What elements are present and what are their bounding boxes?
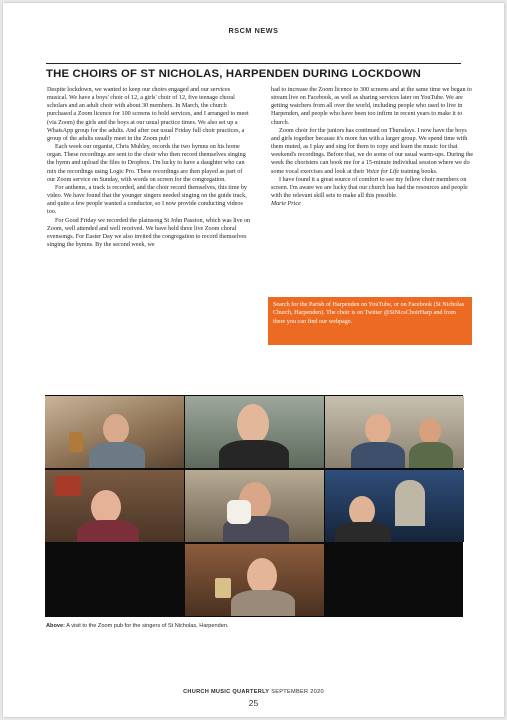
article-column-left: [47, 86, 251, 249]
article-title: THE CHOIRS OF ST NICHOLAS, HARPENDEN DURING LOCKDOWN: [46, 68, 422, 80]
paragraph: I have found it a great source of comfort to see my fellow choir members on screen. I'm aware we are lucky that our church has had the resources and people with the relevant skill sets to make all this possible.: [271, 176, 468, 200]
issue-date: SEPTEMBER 2020: [269, 689, 324, 695]
caption-text: A visit to the Zoom pub for the singers of St Nicholas, Harpenden.: [64, 623, 229, 629]
section-header: RSCM NEWS: [228, 26, 279, 35]
page-footer: [0, 689, 507, 695]
zoom-tile: [325, 470, 464, 542]
paragraph: Despite lockdown, we wanted to keep our choirs engaged and our services musical. We have a boys' choir of 12, a girls' choir of 12, five teenage choral scholars and an adult choir with about 30 members. In March, the church purchased a Zoom licence for 100 screens to hold services, and I arranged to meet (via Zoom) the girls and the boys at our usual practice times. We also set up a WhatsApp group for the adults. And after our usual Friday full choir practices, a group of the adults usually meet in the Zoom pub!: [47, 87, 249, 142]
caption-lead: Above:: [46, 623, 65, 629]
social-media-callout: Search for the Parish of Harpenden on YouTube, or on Facebook (St Nicholas Church, Harpenden). The choir is on Twitter @StNicsChoirHarp and from there you can find our webpage.: [268, 297, 472, 345]
photo-caption: [46, 623, 461, 629]
zoom-tile: [45, 396, 184, 468]
book-title: Voice for Life: [365, 168, 400, 175]
zoom-tile: [325, 396, 464, 468]
paragraph: For anthems, a track is recorded, and the choir record themselves, this time by video. We have found that the younger singers needed singing on the guide track, and quite a few people wanted a conductor, so I now provide conducting videos too.: [47, 184, 248, 216]
zoom-tile: [185, 470, 324, 542]
zoom-gallery-photo: [45, 395, 463, 617]
page-number: 25: [248, 698, 259, 708]
paragraph: For Good Friday we recorded the plainsong St John Passion, which was live on Zoom, well attended and well received. We have held three live Zoom choral evensongs. For Easter Day we also invited the congregation to record themselves singing the hymns. By the second week, we: [47, 217, 251, 248]
paragraph: had to increase the Zoom licence to 300 screens and at the same time we began to stream live on Facebook, as well as sharing services later on YouTube. We are getting watchers from all over the world, including people who used to live in Harpenden, and people who have been too infirm in recent years to make it to church.: [271, 87, 472, 126]
publication-name: CHURCH MUSIC QUARTERLY: [183, 689, 270, 695]
article-column-right: [271, 86, 475, 208]
title-top-rule: [46, 63, 461, 64]
zoom-tile: [185, 396, 324, 468]
zoom-tile: [45, 470, 184, 542]
paragraph: Each week our organist, Chris Muhley, records the two hymns on his home organ. These recordings are sent to the choir who then record themselves singing the hymn and upload the files to Dropbox. I'm lucky to have a daughter who can mix the recordings using Logic Pro. These recordings are then played as part of our Zoom service on Sunday, with words on screen for the congregation.: [47, 144, 246, 183]
paragraph: Zoom choir for the juniors has continued on Thursdays. I now have the boys and girls together because it's more fun with a larger group. We spend time with them muted, as I play and sing for them to copy and learn the music for that weekend's recordings. Before that, we do some of our usual warm-ups. During the week the choristers can book me for a 15-minute individual session where we do some vocal exercises and look at their Voice for Life training books.: [271, 127, 474, 175]
author-signature: Marie Price: [271, 201, 301, 208]
zoom-tile: [185, 544, 324, 616]
